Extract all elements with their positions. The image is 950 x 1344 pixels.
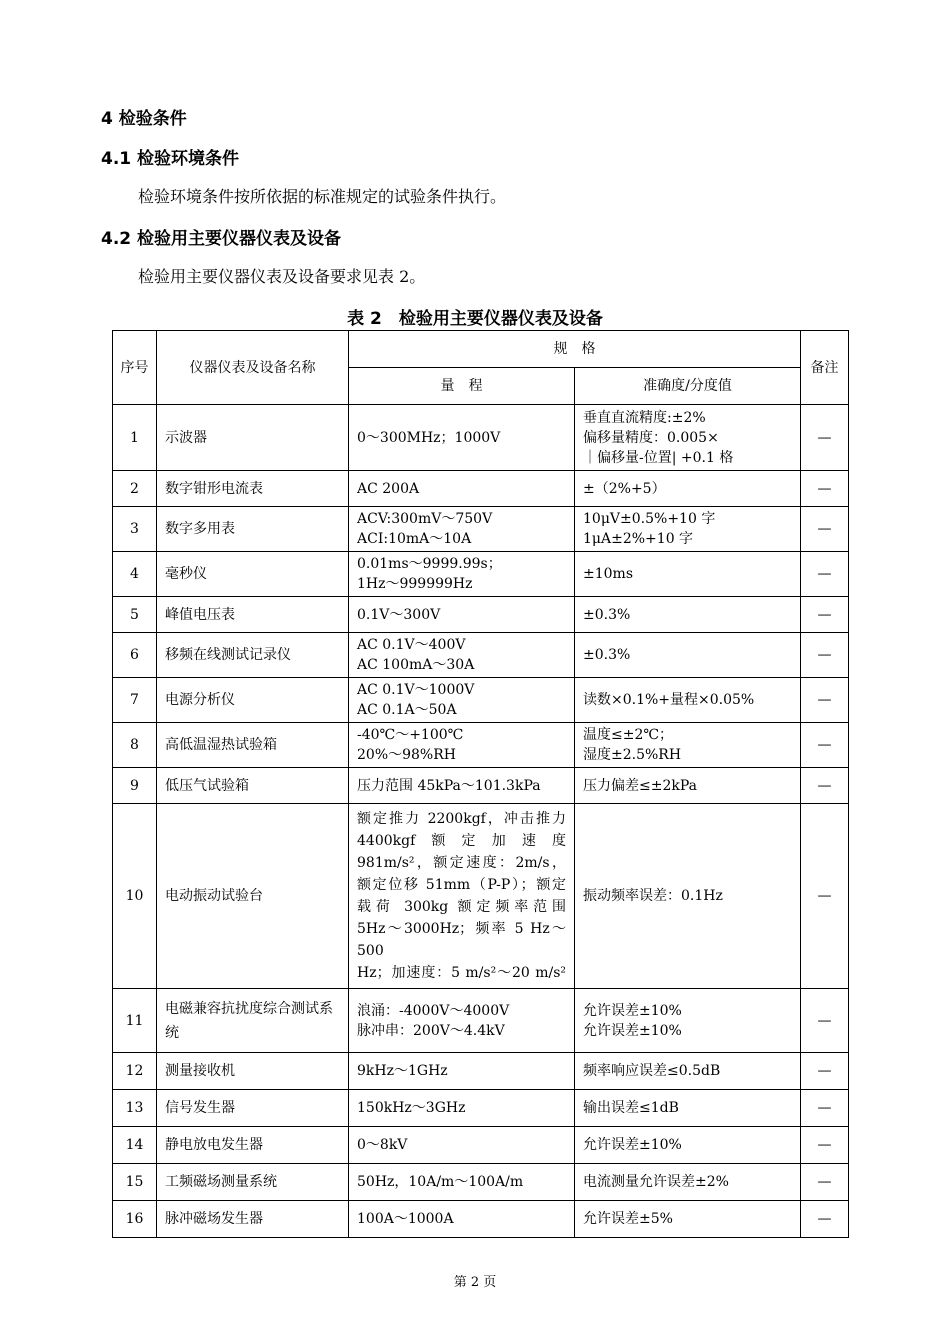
- accuracy-value: [575, 804, 801, 989]
- row-number: 16: [113, 1201, 157, 1238]
- instrument-name: 毫秒仪: [157, 552, 349, 597]
- measure-range: [349, 1053, 575, 1090]
- measure-range: [349, 507, 575, 552]
- row-number: 4: [113, 552, 157, 597]
- measure-range: [349, 471, 575, 507]
- range-line: 5Hz～3000Hz；频率 5 Hz～500: [357, 921, 566, 959]
- accuracy-line: 允许误差±10%: [583, 1137, 682, 1153]
- instrument-name: 电源分析仪: [157, 678, 349, 723]
- measure-range: [349, 1164, 575, 1201]
- instrument-name: 电磁兼容抗扰度综合测试系统: [157, 989, 349, 1053]
- row-number: 5: [113, 597, 157, 633]
- section-4-1-text: 检验环境条件按所依据的标准规定的试验条件执行。: [138, 187, 507, 206]
- range-line: 50Hz，10A/m～100A/m: [357, 1174, 524, 1190]
- remark-dash: —: [801, 507, 849, 552]
- measure-range: [349, 678, 575, 723]
- measure-range: [349, 1201, 575, 1238]
- table-caption: 表 2 检验用主要仪器仪表及设备: [347, 309, 603, 329]
- accuracy-value: [575, 723, 801, 768]
- section-4-2-title: 4.2 检验用主要仪器仪表及设备: [101, 229, 342, 249]
- accuracy-value: [575, 633, 801, 678]
- row-number: 11: [113, 989, 157, 1053]
- row-number: 9: [113, 768, 157, 804]
- range-line: 压力范围 45kPa～101.3kPa: [357, 777, 541, 794]
- instrument-name: 电动振动试验台: [157, 804, 349, 989]
- range-line: 100A～1000A: [357, 1211, 454, 1227]
- instrument-name: 静电放电发生器: [157, 1127, 349, 1164]
- table-row: [113, 989, 849, 1053]
- instrument-name: 峰值电压表: [157, 597, 349, 633]
- header-remark: 备注: [801, 331, 849, 405]
- accuracy-line: 频率响应误差≤0.5dB: [583, 1063, 721, 1079]
- instrument-name: 示波器: [157, 405, 349, 471]
- row-number: 15: [113, 1164, 157, 1201]
- row-number: 8: [113, 723, 157, 768]
- range-line: 0.1V～300V: [357, 606, 441, 623]
- remark-dash: —: [801, 405, 849, 471]
- range-line: AC 0.1A～50A: [357, 702, 457, 718]
- page-number: 第 2 页: [453, 1275, 497, 1290]
- row-number: 1: [113, 405, 157, 471]
- measure-range: [349, 804, 575, 989]
- accuracy-value: [575, 989, 801, 1053]
- remark-dash: —: [801, 1053, 849, 1090]
- remark-dash: —: [801, 723, 849, 768]
- remark-dash: —: [801, 1164, 849, 1201]
- table-row: [113, 1164, 849, 1201]
- accuracy-line: ±（2%+5）: [583, 480, 666, 497]
- section-4-1-title: 4.1 检验环境条件: [101, 149, 240, 169]
- remark-dash: —: [801, 678, 849, 723]
- accuracy-line: ±0.3%: [583, 606, 631, 623]
- equipment-table: [112, 330, 849, 1238]
- accuracy-value: [575, 1053, 801, 1090]
- instrument-name: 工频磁场测量系统: [157, 1164, 349, 1201]
- header-spec: 规 格: [349, 331, 801, 368]
- measure-range: [349, 989, 575, 1053]
- row-number: 10: [113, 804, 157, 989]
- range-line: 0～8kV: [357, 1137, 408, 1153]
- accuracy-line: 湿度±2.5%RH: [583, 747, 682, 763]
- measure-range: [349, 633, 575, 678]
- row-number: 2: [113, 471, 157, 507]
- range-line: 4400kgf 额 定 加 速 度: [357, 833, 566, 849]
- instrument-name: 低压气试验箱: [157, 768, 349, 804]
- instrument-name: 脉冲磁场发生器: [157, 1201, 349, 1238]
- header-accuracy: 准确度/分度值: [575, 368, 801, 405]
- accuracy-value: [575, 768, 801, 804]
- range-line: 981m/s²，额定速度：2m/s，: [357, 855, 566, 871]
- table-row: [113, 804, 849, 989]
- section-4-2-text: 检验用主要仪器仪表及设备要求见表 2。: [138, 267, 426, 286]
- table-row: [113, 723, 849, 768]
- range-line: -40℃～+100℃: [357, 727, 464, 743]
- range-line: 载荷 300kg 额定频率范围: [357, 899, 566, 915]
- accuracy-line: ｜偏移量-位置| +0.1 格: [583, 449, 734, 466]
- accuracy-line: 压力偏差≤±2kPa: [583, 777, 697, 794]
- table-row: [113, 405, 849, 471]
- accuracy-value: [575, 1164, 801, 1201]
- range-line: ACV:300mV～750V: [357, 511, 493, 527]
- accuracy-line: 10μV±0.5%+10 字: [583, 511, 716, 527]
- range-line: 0～300MHz；1000V: [357, 429, 501, 446]
- accuracy-value: [575, 678, 801, 723]
- instrument-name: 移频在线测试记录仪: [157, 633, 349, 678]
- range-line: AC 100mA～30A: [357, 657, 475, 673]
- measure-range: [349, 1127, 575, 1164]
- range-line: 0.01ms～9999.99s；: [357, 556, 502, 572]
- measure-range: [349, 768, 575, 804]
- range-line: AC 0.1V～1000V: [357, 682, 475, 698]
- header-range: 量 程: [349, 368, 575, 405]
- instrument-name: 数字钳形电流表: [157, 471, 349, 507]
- range-line: 1Hz～999999Hz: [357, 576, 473, 592]
- accuracy-value: [575, 471, 801, 507]
- table-row: [113, 1201, 849, 1238]
- accuracy-line: 读数×0.1%+量程×0.05%: [583, 692, 755, 708]
- remark-dash: —: [801, 552, 849, 597]
- remark-dash: —: [801, 1201, 849, 1238]
- instrument-name: 数字多用表: [157, 507, 349, 552]
- measure-range: [349, 597, 575, 633]
- row-number: 6: [113, 633, 157, 678]
- accuracy-value: [575, 405, 801, 471]
- accuracy-line: 1μA±2%+10 字: [583, 531, 694, 547]
- accuracy-line: 允许误差±10%: [583, 1022, 682, 1039]
- accuracy-value: [575, 1090, 801, 1127]
- accuracy-value: [575, 1201, 801, 1238]
- accuracy-line: ±10ms: [583, 566, 634, 582]
- row-number: 14: [113, 1127, 157, 1164]
- remark-dash: —: [801, 804, 849, 989]
- accuracy-line: 温度≤±2℃；: [583, 727, 674, 743]
- range-line: 额定位移 51mm（P-P）；额定: [357, 877, 566, 893]
- accuracy-value: [575, 1127, 801, 1164]
- remark-dash: —: [801, 597, 849, 633]
- table-row: [113, 768, 849, 804]
- row-number: 7: [113, 678, 157, 723]
- range-line: AC 0.1V～400V: [357, 637, 466, 653]
- instrument-name: 高低温湿热试验箱: [157, 723, 349, 768]
- range-line: AC 200A: [357, 480, 420, 497]
- accuracy-value: [575, 507, 801, 552]
- header-no: 序号: [113, 331, 157, 405]
- accuracy-line: 偏移量精度：0.005×: [583, 429, 719, 446]
- table-row: [113, 633, 849, 678]
- table-row: [113, 507, 849, 552]
- accuracy-line: ±0.3%: [583, 647, 631, 663]
- remark-dash: —: [801, 633, 849, 678]
- measure-range: [349, 723, 575, 768]
- range-line: 脉冲串：200V～4.4kV: [357, 1022, 505, 1039]
- range-line: 额定推力 2200kgf，冲击推力: [357, 811, 566, 827]
- accuracy-line: 垂直直流精度:±2%: [583, 409, 706, 426]
- remark-dash: —: [801, 768, 849, 804]
- instrument-name: 信号发生器: [157, 1090, 349, 1127]
- remark-dash: —: [801, 1127, 849, 1164]
- accuracy-line: 允许误差±5%: [583, 1211, 673, 1227]
- instrument-name: 测量接收机: [157, 1053, 349, 1090]
- table-body: [113, 405, 849, 1238]
- accuracy-line: 输出误差≤1dB: [583, 1100, 679, 1116]
- table-row: [113, 678, 849, 723]
- remark-dash: —: [801, 989, 849, 1053]
- measure-range: [349, 405, 575, 471]
- remark-dash: —: [801, 1090, 849, 1127]
- section-4-title: 4 检验条件: [101, 109, 187, 129]
- accuracy-value: [575, 597, 801, 633]
- range-line: 20%～98%RH: [357, 747, 456, 763]
- row-number: 3: [113, 507, 157, 552]
- range-line: Hz；加速度：5 m/s²～20 m/s²: [357, 965, 566, 981]
- range-line: 9kHz～1GHz: [357, 1063, 448, 1079]
- remark-dash: —: [801, 471, 849, 507]
- row-number: 12: [113, 1053, 157, 1090]
- range-line: 150kHz～3GHz: [357, 1100, 466, 1116]
- measure-range: [349, 552, 575, 597]
- accuracy-line: 电流测量允许误差±2%: [583, 1174, 729, 1190]
- header-name: 仪器仪表及设备名称: [157, 331, 349, 405]
- table-row: [113, 1127, 849, 1164]
- table-row: [113, 597, 849, 633]
- table-row: [113, 1090, 849, 1127]
- measure-range: [349, 1090, 575, 1127]
- table-row: [113, 1053, 849, 1090]
- accuracy-value: [575, 552, 801, 597]
- accuracy-line: 振动频率误差：0.1Hz: [583, 888, 723, 904]
- range-line: ACI:10mA～10A: [357, 531, 472, 547]
- accuracy-line: 允许误差±10%: [583, 1002, 682, 1019]
- row-number: 13: [113, 1090, 157, 1127]
- range-line: 浪涌：-4000V～4000V: [357, 1002, 510, 1019]
- table-row: [113, 471, 849, 507]
- table-row: [113, 552, 849, 597]
